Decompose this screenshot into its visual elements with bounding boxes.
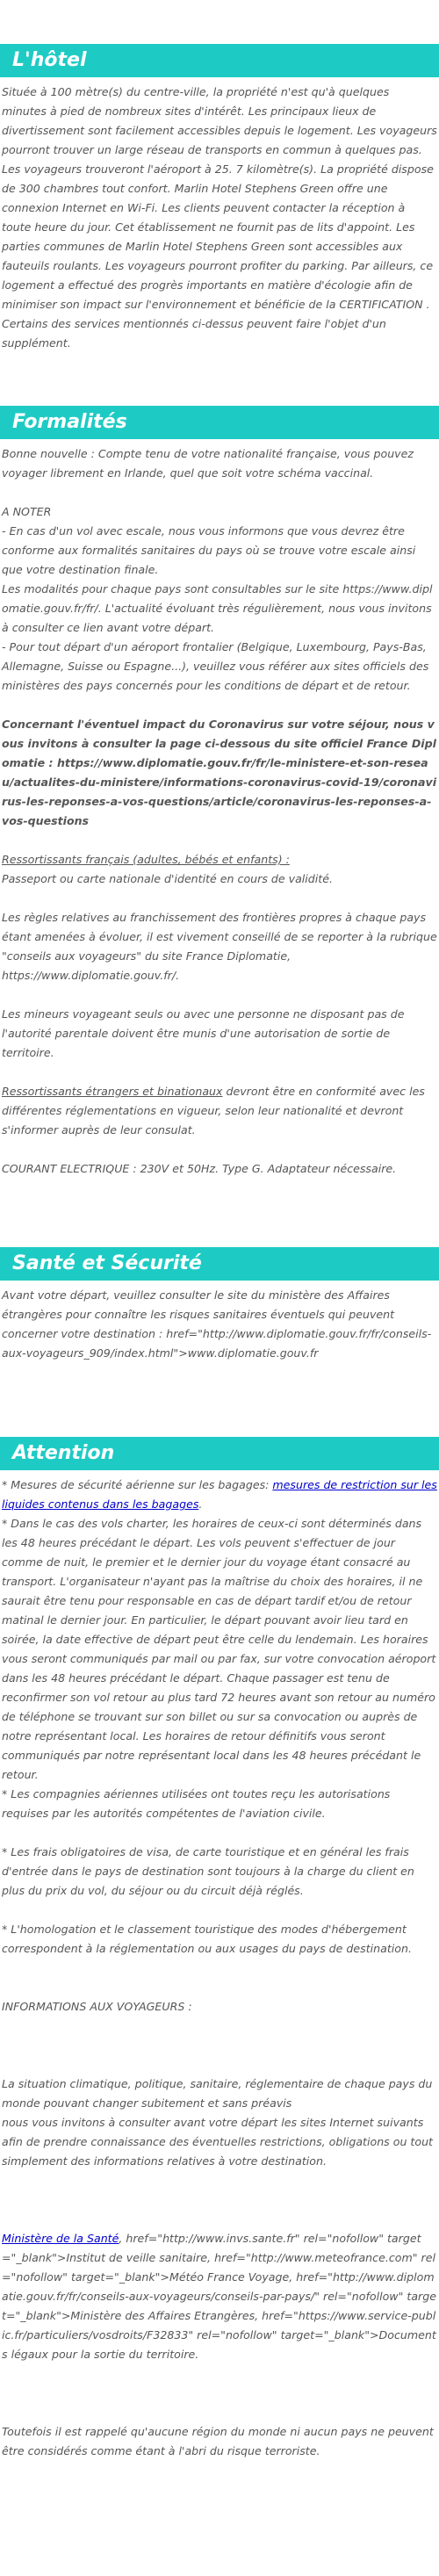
homologation-text: * L'homologation et le classement touristique des modes d'hébergement correspondent à la réglementation ou aux usages du pays de destination.	[2, 1923, 412, 1955]
foreign-nationals-heading: Ressortissants étrangers et binationaux	[2, 1085, 223, 1098]
note-line: - En cas d'un vol avec escale, nous vous informons que vous devrez être conforme aux formalités sanitaires du pays où se trouve votre escale ainsi que votre destination finale.	[2, 524, 416, 576]
invite-text: nous vous invitons à consulter avant votre départ les sites Internet suivants afin de prendre connaissance des éventuelles restrictions, obligations ou tout simplement des informations relatives à votre destination.	[2, 2116, 433, 2168]
electric-info: COURANT ELECTRIQUE : 230V et 50Hz. Type G. Adaptateur nécessaire.	[2, 1162, 397, 1175]
minors-text: Les mineurs voyageant seuls ou avec une personne ne disposant pas de l'autorité parentale doivent être munis d'une autorisation de sortie de territoire.	[2, 1007, 405, 1059]
charter-text: * Dans le cas des vols charter, les horaires de ceux-ci sont déterminés dans les 48 heures précédant le départ. Les vols peuvent s'effectuer de jour comme de nuit, le premier et le dernier jour du voyage étant consacré au transport. L'organisateur n'ayant pas la maîtrise du choix des horaires, il ne saurait être tenu pour responsable en cas de départ tardif et/ou de retour matinal le dernier jour. En particulier, le départ pouvant avoir lieu tard en soirée, la date effective de départ peut être celle du lendemain. Les horaires vous seront communiqués par mail ou par fax, sur votre convocation aéroport dans les 48 heures précédant le départ. Chaque passager est tenu de reconfirmer son vol retour au plus tard 72 heures avant son retour au numéro de téléphone se trouvant sur son billet ou sur sa convocation ou auprès de notre représentant local. Les horaires de retour définitifs vous seront communiqués par notre représentant local dans les 48 heures précédant le retour.	[2, 1517, 436, 1781]
note-line: Les modalités pour chaque pays sont consultables sur le site https://www.diplomatie.gouv.fr/fr/. L'actualité évoluant très régulièrement, nous vous invitons à consulter ce lien avant votre départ.	[2, 582, 433, 634]
sante-text: Avant votre départ, veuillez consulter le site du ministère des Affaires étrangères pour connaître les risques sanitaires éventuels qui peuvent concerner votre destination : href="http://www.diplomatie.gouv.fr/fr/conseils-aux-voyageurs_909/index.html">www.diplomatie.gouv.fr	[2, 1288, 432, 1360]
nationality-note: Bonne nouvelle : Compte tenu de votre nationalité française, vous pouvez voyager librement en Irlande, quel que soit votre schéma vaccinal.	[2, 447, 414, 480]
hotel-title: L'hôtel	[0, 44, 439, 77]
sante-section	[0, 1247, 439, 1363]
security-paragraph	[2, 1476, 437, 1514]
situation-text: La situation climatique, politique, sanitaire, réglementaire de chaque pays du monde pouvant changer subitement et sans préavis	[2, 2077, 433, 2110]
attention-section	[0, 1437, 439, 2461]
security-suffix: .	[198, 1497, 203, 1511]
ministry-health-link[interactable]: Ministère de la Santé	[2, 2232, 119, 2245]
hotel-section	[0, 44, 439, 353]
foreign-nationals-paragraph	[2, 1082, 437, 1140]
links-paragraph	[2, 2229, 437, 2364]
french-nationals-text: Passeport ou carte nationale d'identité en cours de validité.	[2, 872, 333, 885]
covid-notice: Concernant l'éventuel impact du Coronavirus sur votre séjour, nous vous invitons à consulter la page ci-dessous du site officiel France Diplomatie : https://www.diplomatie.gouv.fr/fr/le-ministere-et-son-reseau/actualites-du-ministere/informations-coronavirus-covid-19/coronavirus-les-reponses-a-vos-questions/article/coronavirus-les-reponses-a-vos-questions	[2, 718, 437, 827]
terrorism-notice: Toutefois il est rappelé qu'aucune région du monde ni aucun pays ne peuvent être considérés comme étant à l'abri du risque terroriste.	[2, 2425, 434, 2457]
hotel-description: Située à 100 mètre(s) du centre-ville, la propriété n'est qu'à quelques minutes à pied de nombreux sites d'intérêt. Les principaux lieux de divertissement sont facilement accessibles depuis le logement. Les voyageurs pourront trouver un large réseau de transports en commun à quelques pas. Les voyageurs trouveront l'aéroport à 25. 7 kilomètre(s). La propriété dispose de 300 chambres tout confort. Marlin Hotel Stephens Green offre une connexion Internet en Wi-Fi. Les clients peuvent contacter la réception à toute heure du jour. Cet établissement ne fournit pas de lits d'appoint. Les parties communes de Marlin Hotel Stephens Green sont accessibles aux fauteuils roulants. Les voyageurs pourront profiter du parking. Par ailleurs, ce logement a effectué des progrès importants en matière d'écologie afin de minimiser son impact sur l'environnement et bénéficie de la CERTIFICATION . Certains des services mentionnés ci-dessus peuvent faire l'objet d'un supplément.	[2, 85, 437, 350]
formalites-section	[0, 406, 439, 1179]
links-text: , href="http://www.invs.sante.fr" rel="nofollow" target="_blank">Institut de veille sanitaire, href="http://www.meteofrance.com" rel="nofollow" target="_blank">Météo France Voyage, href="http://www.diplomatie.gouv.fr/fr/conseils-aux-voyageurs/conseils-par-pays/" rel="nofollow" target="_blank">Ministère des Affaires Etrangères, href="https://www.service-public.fr/particuliers/vosdroits/F32833" rel="nofollow" target="_blank">Documents légaux pour la sortie du territoire.	[2, 2232, 436, 2361]
note-line: - Pour tout départ d'un aéroport frontalier (Belgique, Luxembourg, Pays-Bas, Allemagne, Suisse ou Espagne...), veuillez vous référer aux sites officiels des ministères des pays concernés pour les conditions de départ et de retour.	[2, 640, 429, 692]
border-rules-text: Les règles relatives au franchissement des frontières propres à chaque pays étant amenées à évoluer, il est vivement conseillé de se reporter à la rubrique "conseils aux voyageurs" du site France Diplomatie, https://www.diplomatie.gouv.fr/.	[2, 911, 437, 982]
security-prefix: * Mesures de sécurité aérienne sur les bagages:	[2, 1478, 273, 1491]
note-title: A NOTER	[2, 505, 52, 518]
french-nationals-heading: Ressortissants français (adultes, bébés et enfants) :	[2, 853, 290, 866]
fees-text: * Les frais obligatoires de visa, de carte touristique et en général les frais d'entrée dans le pays de destination sont toujours à la charge du client en plus du prix du vol, du séjour ou du circuit déjà réglés.	[2, 1845, 414, 1897]
airlines-text: * Les compagnies aériennes utilisées ont toutes reçu les autorisations requises par les autorités compétentes de l'aviation civile.	[2, 1787, 391, 1820]
formalites-title: Formalités	[0, 406, 439, 439]
info-heading: INFORMATIONS AUX VOYAGEURS :	[2, 2000, 192, 2013]
sante-title: Santé et Sécurité	[0, 1247, 439, 1281]
foreign-nationals-text: devront être en conformité avec les différentes réglementations en vigueur, selon leur nationalité et devront s'informer auprès de leur consulat.	[2, 1085, 425, 1136]
liquids-restriction-link[interactable]: mesures de restriction sur les liquides contenus dans les bagages	[2, 1478, 437, 1511]
attention-title: Attention	[0, 1437, 439, 1470]
